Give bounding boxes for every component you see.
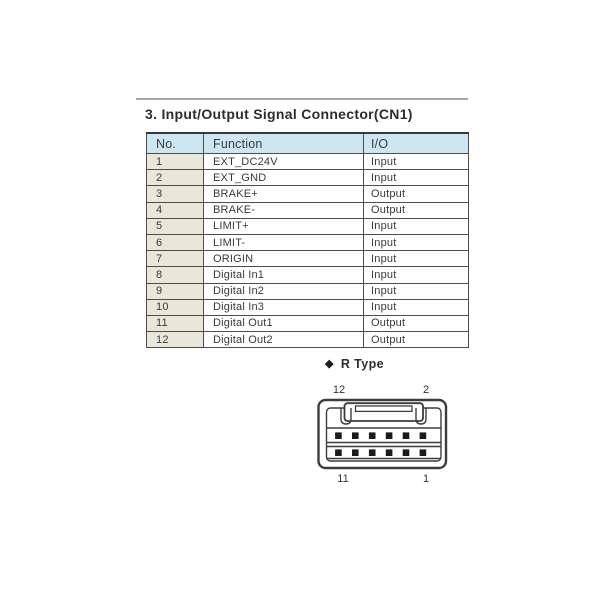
table-row xyxy=(147,267,469,283)
io-cell: Input xyxy=(364,267,469,283)
table-row xyxy=(147,154,469,170)
io-cell: Input xyxy=(364,154,469,170)
io-cell: Input xyxy=(364,218,469,234)
pin-square xyxy=(352,432,359,439)
pin-number-cell: 6 xyxy=(147,234,204,250)
pin-number-cell: 11 xyxy=(147,315,204,331)
table-row xyxy=(147,234,469,250)
table-row xyxy=(147,170,469,186)
function-cell: EXT_DC24V xyxy=(204,154,364,170)
io-cell: Input xyxy=(364,251,469,267)
pin-label-bottom-right: 1 xyxy=(422,473,430,485)
table-row xyxy=(147,202,469,218)
table-row xyxy=(147,299,469,315)
function-cell: Digital Out2 xyxy=(204,332,364,348)
header-cell-function: Function xyxy=(204,133,364,154)
pin-number-cell: 10 xyxy=(147,299,204,315)
io-cell: Output xyxy=(364,186,469,202)
table-row xyxy=(147,283,469,299)
pin-number-cell: 7 xyxy=(147,251,204,267)
header-cell-io: I/O xyxy=(364,133,469,154)
pin-square xyxy=(335,449,342,456)
function-cell: BRAKE- xyxy=(204,202,364,218)
pin-square xyxy=(420,432,427,439)
io-cell: Output xyxy=(364,332,469,348)
diamond-icon: ◆ xyxy=(325,357,334,370)
function-cell: LIMIT- xyxy=(204,234,364,250)
connector-diagram xyxy=(312,378,456,486)
r-type-label: R Type xyxy=(340,357,385,371)
io-cell: Input xyxy=(364,170,469,186)
pin-square xyxy=(403,432,410,439)
function-cell: EXT_GND xyxy=(204,170,364,186)
pin-square xyxy=(386,449,393,456)
table-row xyxy=(147,218,469,234)
io-cell: Output xyxy=(364,202,469,218)
pin-square xyxy=(352,449,359,456)
pin-number-cell: 1 xyxy=(147,154,204,170)
r-type-heading xyxy=(325,357,384,371)
pin-number-cell: 9 xyxy=(147,283,204,299)
pin-square xyxy=(335,432,342,439)
function-cell: LIMIT+ xyxy=(204,218,364,234)
table-row xyxy=(147,315,469,331)
io-cell: Input xyxy=(364,299,469,315)
header-cell-no: No. xyxy=(147,133,204,154)
function-cell: Digital Out1 xyxy=(204,315,364,331)
io-cell: Input xyxy=(364,283,469,299)
top-rule xyxy=(136,98,468,100)
table-header-row xyxy=(147,133,469,154)
pin-square xyxy=(386,432,393,439)
function-cell: Digital In1 xyxy=(204,267,364,283)
function-cell: Digital In3 xyxy=(204,299,364,315)
pin-number-cell: 3 xyxy=(147,186,204,202)
pin-square xyxy=(369,432,376,439)
pin-label-bottom-left: 11 xyxy=(337,473,349,485)
table-row xyxy=(147,186,469,202)
pin-table xyxy=(146,132,469,348)
table-row xyxy=(147,332,469,348)
latch-slot xyxy=(356,406,413,411)
table-row xyxy=(147,251,469,267)
function-cell: ORIGIN xyxy=(204,251,364,267)
pin-label-top-right: 2 xyxy=(422,384,430,396)
pin-square xyxy=(420,449,427,456)
pin-number-cell: 4 xyxy=(147,202,204,218)
pin-number-cell: 2 xyxy=(147,170,204,186)
pin-number-cell: 8 xyxy=(147,267,204,283)
function-cell: BRAKE+ xyxy=(204,186,364,202)
function-cell: Digital In2 xyxy=(204,283,364,299)
pin-number-cell: 5 xyxy=(147,218,204,234)
pin-square xyxy=(403,449,410,456)
pin-square xyxy=(369,449,376,456)
pin-number-cell: 12 xyxy=(147,332,204,348)
io-cell: Output xyxy=(364,315,469,331)
io-cell: Input xyxy=(364,234,469,250)
page-title: 3. Input/Output Signal Connector(CN1) xyxy=(145,106,413,122)
pin-label-top-left: 12 xyxy=(332,384,346,396)
